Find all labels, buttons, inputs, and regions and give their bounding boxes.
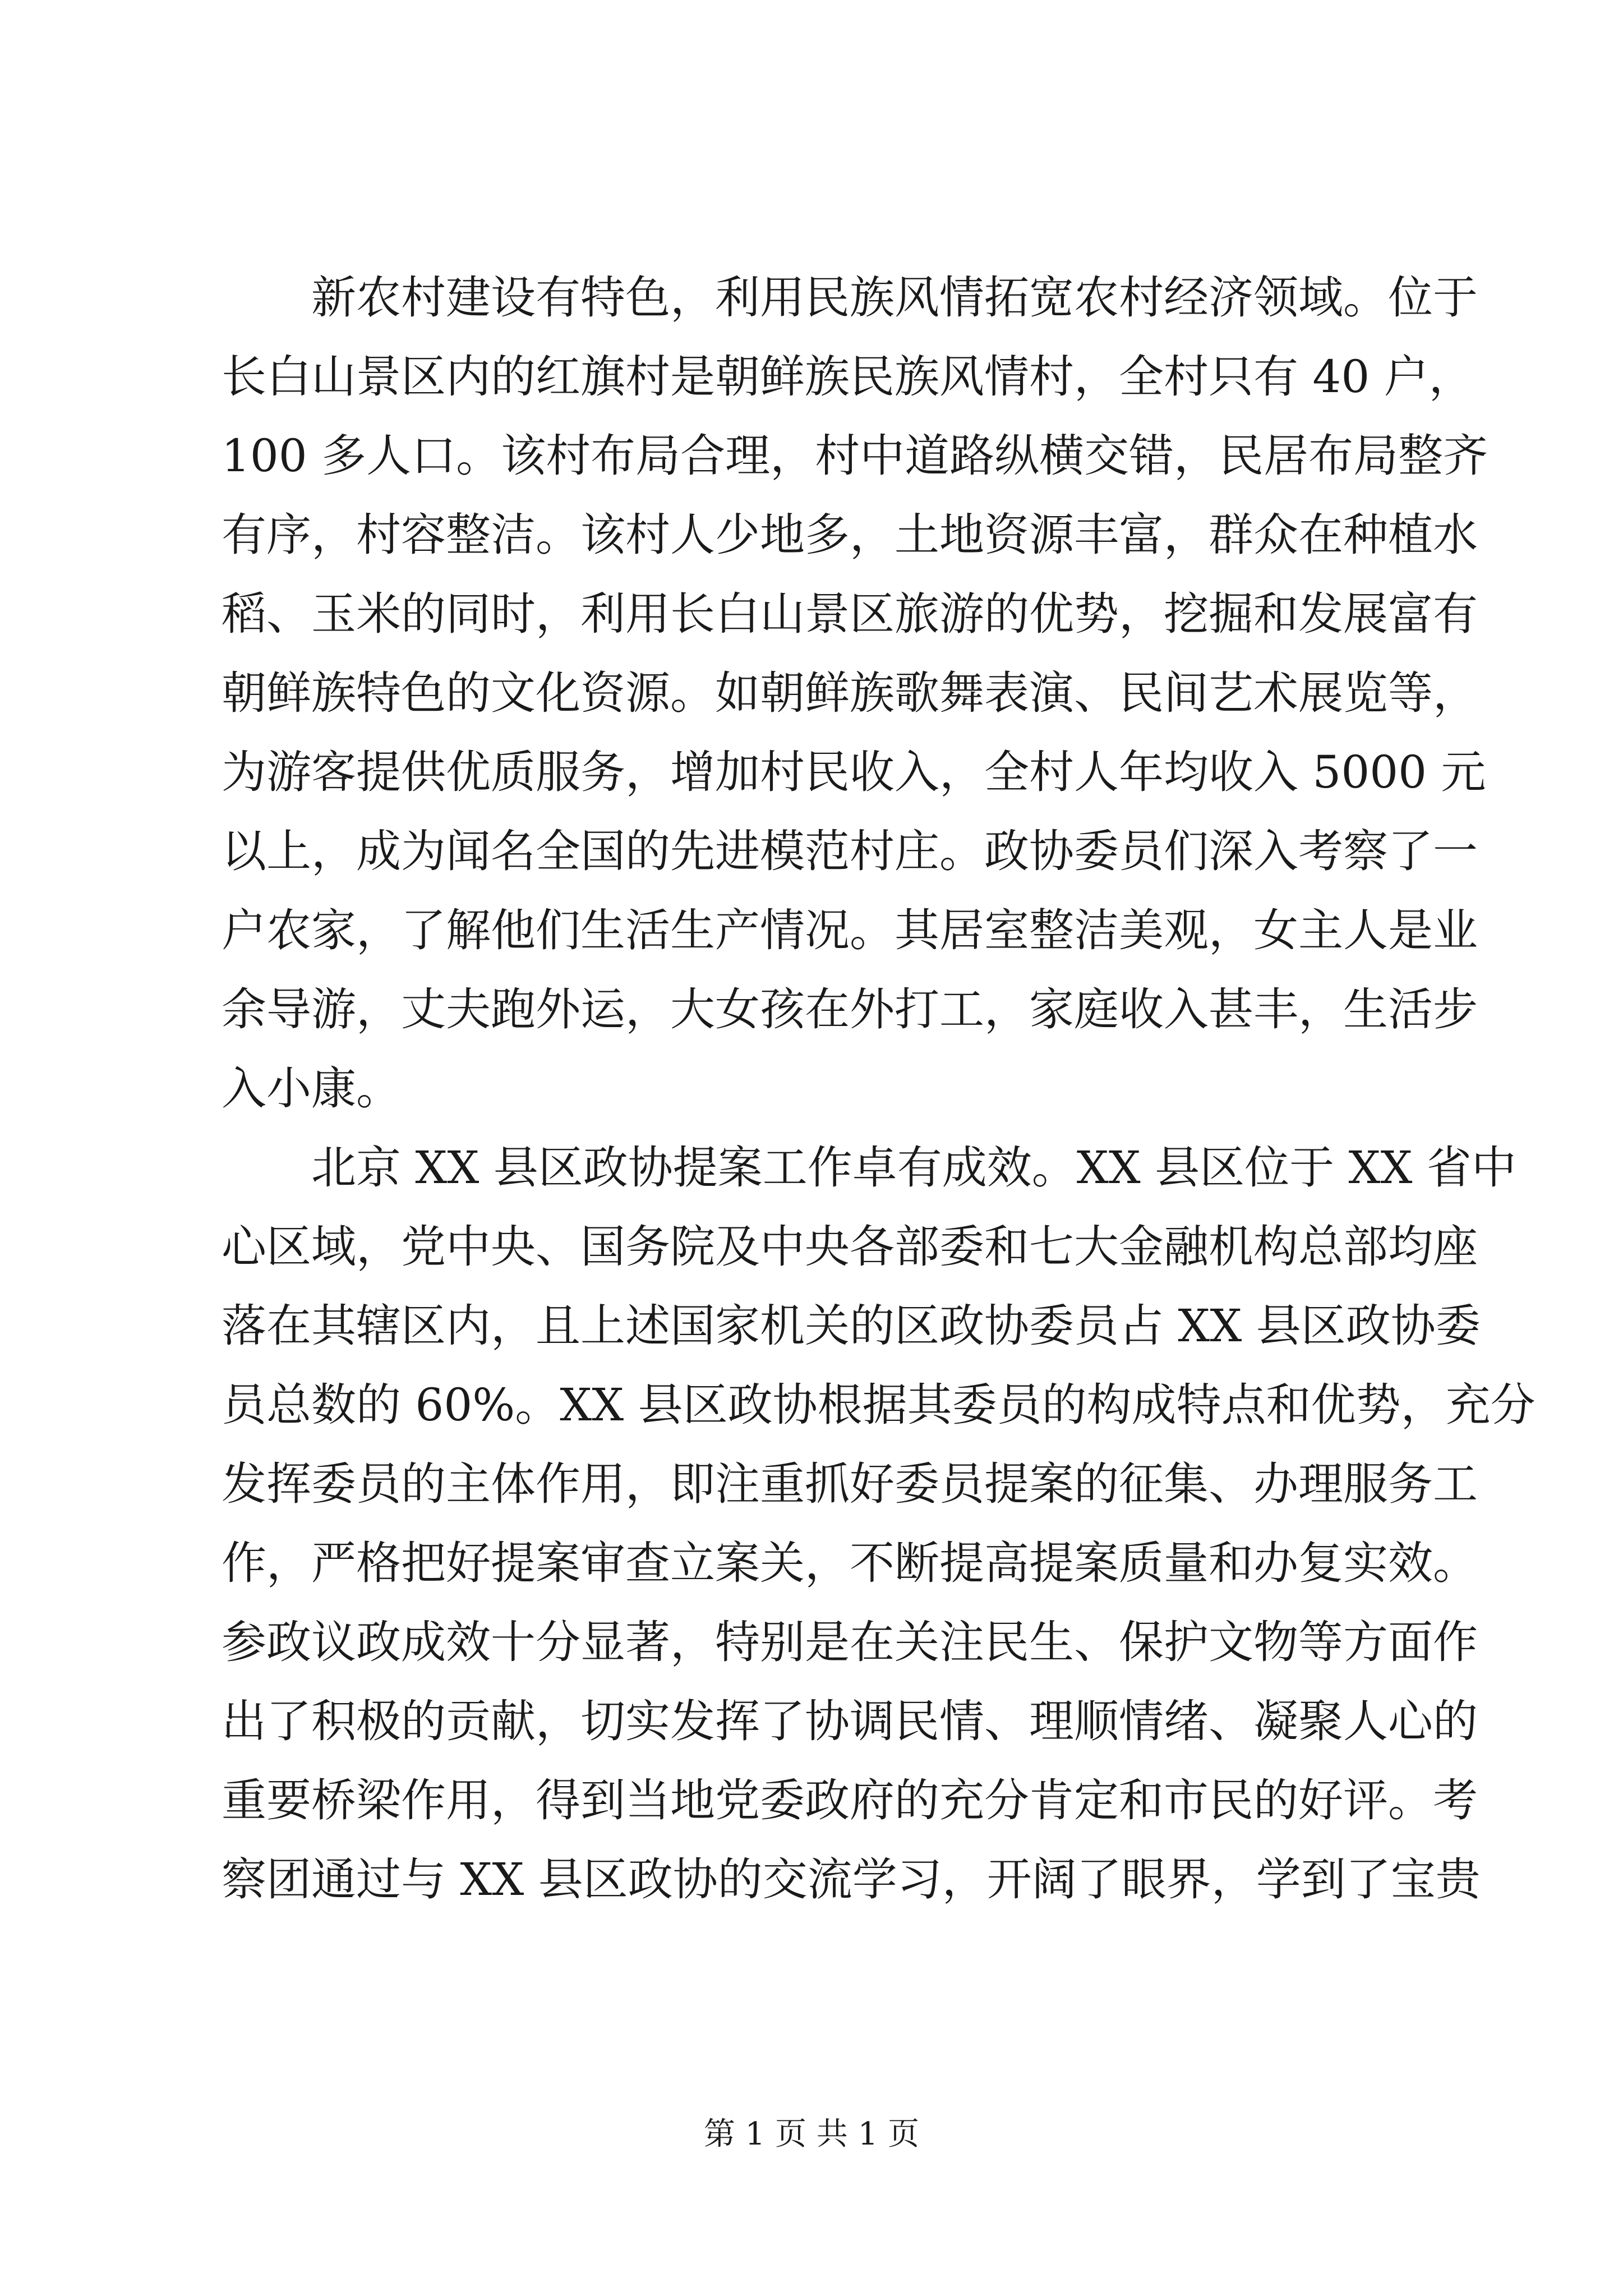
text-line: 入小康。: [222, 1062, 401, 1115]
text-line: 有序，村容整洁。该村人少地多，土地资源丰富，群众在种植水: [222, 509, 1478, 561]
text-line: 100 多人口。该村布局合理，村中道路纵横交错，民居布局整齐: [222, 430, 1488, 482]
body-text: [222, 258, 1536, 1919]
text-line: 落在其辖区内，且上述国家机关的区政协委员占 XX 县区政协委: [222, 1300, 1481, 1352]
text-line: 为游客提供优质服务，增加村民收入，全村人年均收入 5000 元: [222, 746, 1486, 798]
text-line: 重要桥梁作用，得到当地党委政府的充分肯定和市民的好评。考: [222, 1774, 1478, 1826]
text-line: 户农家，了解他们生活生产情况。其居室整洁美观，女主人是业: [222, 904, 1478, 956]
text-line: 稻、玉米的同时，利用长白山景区旅游的优势，挖掘和发展富有: [222, 588, 1478, 640]
text-line: 作，严格把好提案审查立案关，不断提高提案质量和办复实效。: [222, 1537, 1478, 1589]
text-line: 长白山景区内的红旗村是朝鲜族民族风情村，全村只有 40 户，: [222, 351, 1474, 403]
text-line: 余导游，丈夫跑外运，大女孩在外打工，家庭收入甚丰，生活步: [222, 983, 1478, 1036]
text-line: 新农村建设有特色，利用民族风情拓宽农村经济领域。位于: [311, 272, 1478, 324]
text-line: 参政议政成效十分显著，特别是在关注民生、保护文物等方面作: [222, 1616, 1478, 1668]
text-line: 出了积极的贡献，切实发挥了协调民情、理顺情绪、凝聚人心的: [222, 1695, 1478, 1747]
text-line: 心区域，党中央、国务院及中央各部委和七大金融机构总部均座: [222, 1221, 1478, 1273]
text-line: 北京 XX 县区政协提案工作卓有成效。XX 县区位于 XX 省中: [311, 1142, 1516, 1194]
text-line: 以上，成为闻名全国的先进模范村庄。政协委员们深入考察了一: [222, 825, 1478, 877]
page-footer: 第 1 页 共 1 页: [703, 2116, 920, 2152]
text-line: 朝鲜族特色的文化资源。如朝鲜族歌舞表演、民间艺术展览等，: [222, 667, 1478, 719]
text-line: 察团通过与 XX 县区政协的交流学习，开阔了眼界，学到了宝贵: [222, 1853, 1481, 1906]
text-line: 员总数的 60%。XX 县区政协根据其委员的构成特点和优势，充分: [222, 1379, 1536, 1431]
text-line: 发挥委员的主体作用，即注重抓好委员提案的征集、办理服务工: [222, 1458, 1478, 1510]
